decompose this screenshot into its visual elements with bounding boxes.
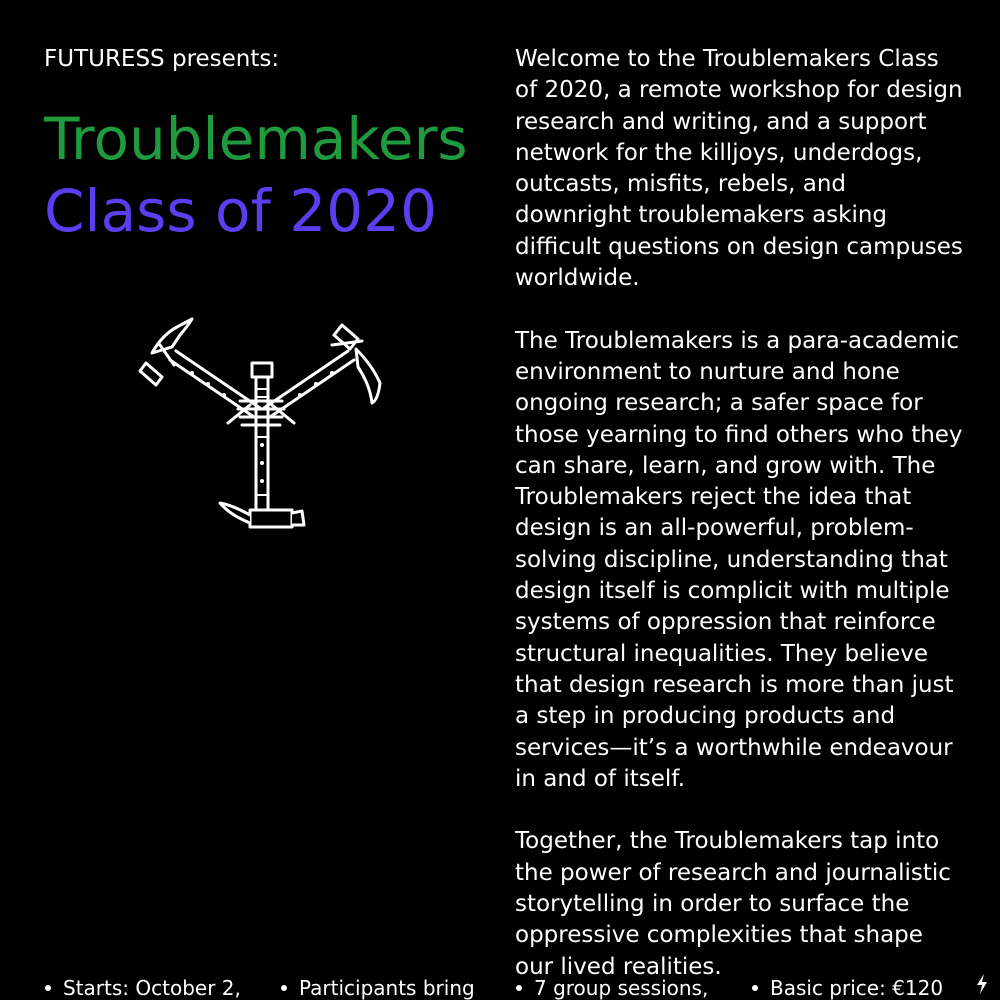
fact-text: 7 group sessions,	[534, 976, 709, 1000]
fact-text: Starts: October 2,	[63, 976, 241, 1000]
fact-text: Participants bring	[299, 976, 475, 1000]
facts-list	[0, 972, 1000, 1000]
intro-paragraph: Welcome to the Troublemakers Class of 2020, a remote workshop for design research and writing, and a support network for the killjoys, underdogs, outcasts, misfits, rebels, and downright troublemakers asking difficult questions on design campuses worldwide.	[515, 46, 963, 292]
fact-price	[752, 972, 943, 1000]
intro-text	[515, 44, 965, 1000]
presenter-label: FUTURESS presents:	[44, 46, 280, 72]
page-title-line-1: Troublemakers	[44, 105, 468, 173]
bullet-icon	[752, 985, 758, 991]
page-title-line-2: Class of 2020	[44, 177, 437, 245]
bullet-icon	[45, 985, 51, 991]
lightning-bolt-icon[interactable]	[975, 974, 989, 994]
fact-start-date	[45, 972, 241, 1000]
intro-paragraph: The Troublemakers is a para-academic environment to nurture and hone ongoing research; a safer space for those yearning to find others who they can share, learn, and grow with. The Troublemakers reject the idea that design is an all-powerful, problem-solving discipline, understanding that design itself is complicit with multiple systems of oppression that reinforce structural inequalities. They believe that design research is more than just a step in producing products and services—it’s a worthwhile endeavour in and of itself.	[515, 327, 963, 792]
fact-text: Basic price: €120	[770, 976, 944, 1000]
intro-paragraph: Together, the Troublemakers tap into the power of research and journalistic storytelling in order to surface the oppressive complexities that shape our lived realities.	[515, 828, 951, 980]
bullet-icon	[516, 985, 522, 991]
bullet-icon	[281, 985, 287, 991]
crossed-ice-axes-icon	[132, 305, 392, 540]
fact-sessions	[516, 972, 708, 1000]
fact-participants	[281, 972, 475, 1000]
